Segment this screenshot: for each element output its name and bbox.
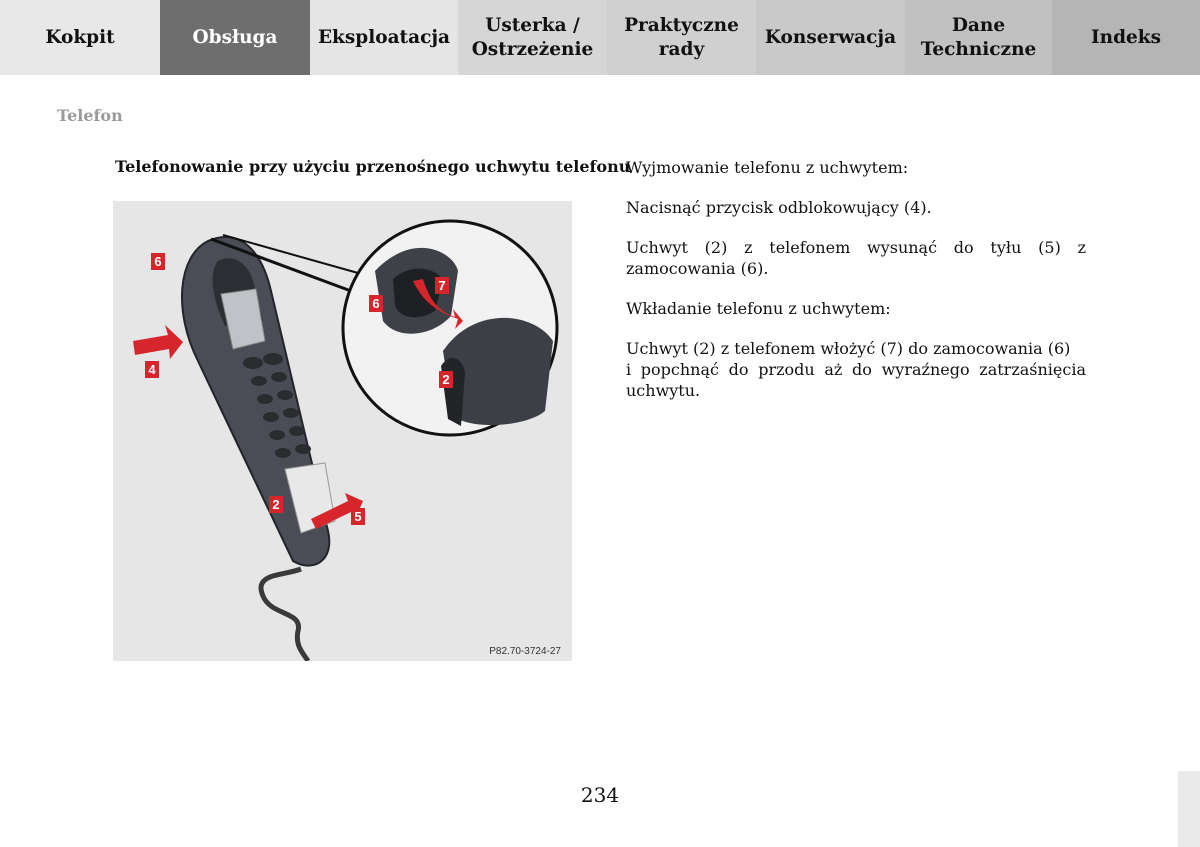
paragraph-insert-title: Wkładanie telefonu z uchwytem:	[626, 299, 891, 318]
paragraph-slide-out: Uchwyt (2) z telefonem wysunąć do tyłu (5) z zamocowania (6).	[626, 238, 1086, 278]
tab-praktyczne-rady[interactable]: Praktyczne rady	[607, 0, 756, 75]
section-heading: Telefonowanie przy użyciu przenośnego uchwytu telefonu	[115, 157, 631, 176]
callout-4: 4	[148, 362, 156, 377]
paragraph-press-release: Nacisnąć przycisk odblokowujący (4).	[626, 198, 932, 217]
callout-7: 7	[438, 278, 446, 293]
paragraph-insert: Uchwyt (2) z telefonem włożyć (7) do zamocowania (6) i popchnąć do przodu aż do wyraźnego zatrzaśnięcia uchwytu.	[626, 339, 1086, 400]
tab-usterka-ostrzezenie[interactable]: Usterka / Ostrzeżenie	[458, 0, 607, 75]
callout-2a: 2	[272, 497, 280, 512]
page-number: 234	[580, 783, 620, 807]
release-arrow	[133, 325, 183, 359]
page-edge-tab	[1178, 771, 1200, 847]
figure-code: P82.70-3724-27	[489, 646, 561, 657]
tab-kokpit[interactable]: Kokpit	[0, 0, 160, 75]
phone-holder-illustration	[113, 201, 572, 661]
tab-dane-techniczne[interactable]: Dane Techniczne	[905, 0, 1052, 75]
tab-indeks[interactable]: Indeks	[1052, 0, 1200, 75]
tab-obsluga[interactable]: Obsługa	[160, 0, 310, 75]
callout-6b: 6	[372, 296, 380, 311]
phone-cable	[261, 569, 308, 661]
instructions	[626, 157, 1086, 420]
section-label: Telefon	[57, 106, 123, 125]
tab-eksploatacja[interactable]: Eksploatacja	[310, 0, 458, 75]
chapter-navigation	[0, 0, 1200, 75]
callout-5: 5	[354, 509, 362, 524]
callout-6a: 6	[154, 254, 162, 269]
paragraph-remove-title: Wyjmowanie telefonu z uchwytem:	[626, 158, 909, 177]
tab-konserwacja[interactable]: Konserwacja	[756, 0, 905, 75]
callout-2b: 2	[442, 372, 450, 387]
